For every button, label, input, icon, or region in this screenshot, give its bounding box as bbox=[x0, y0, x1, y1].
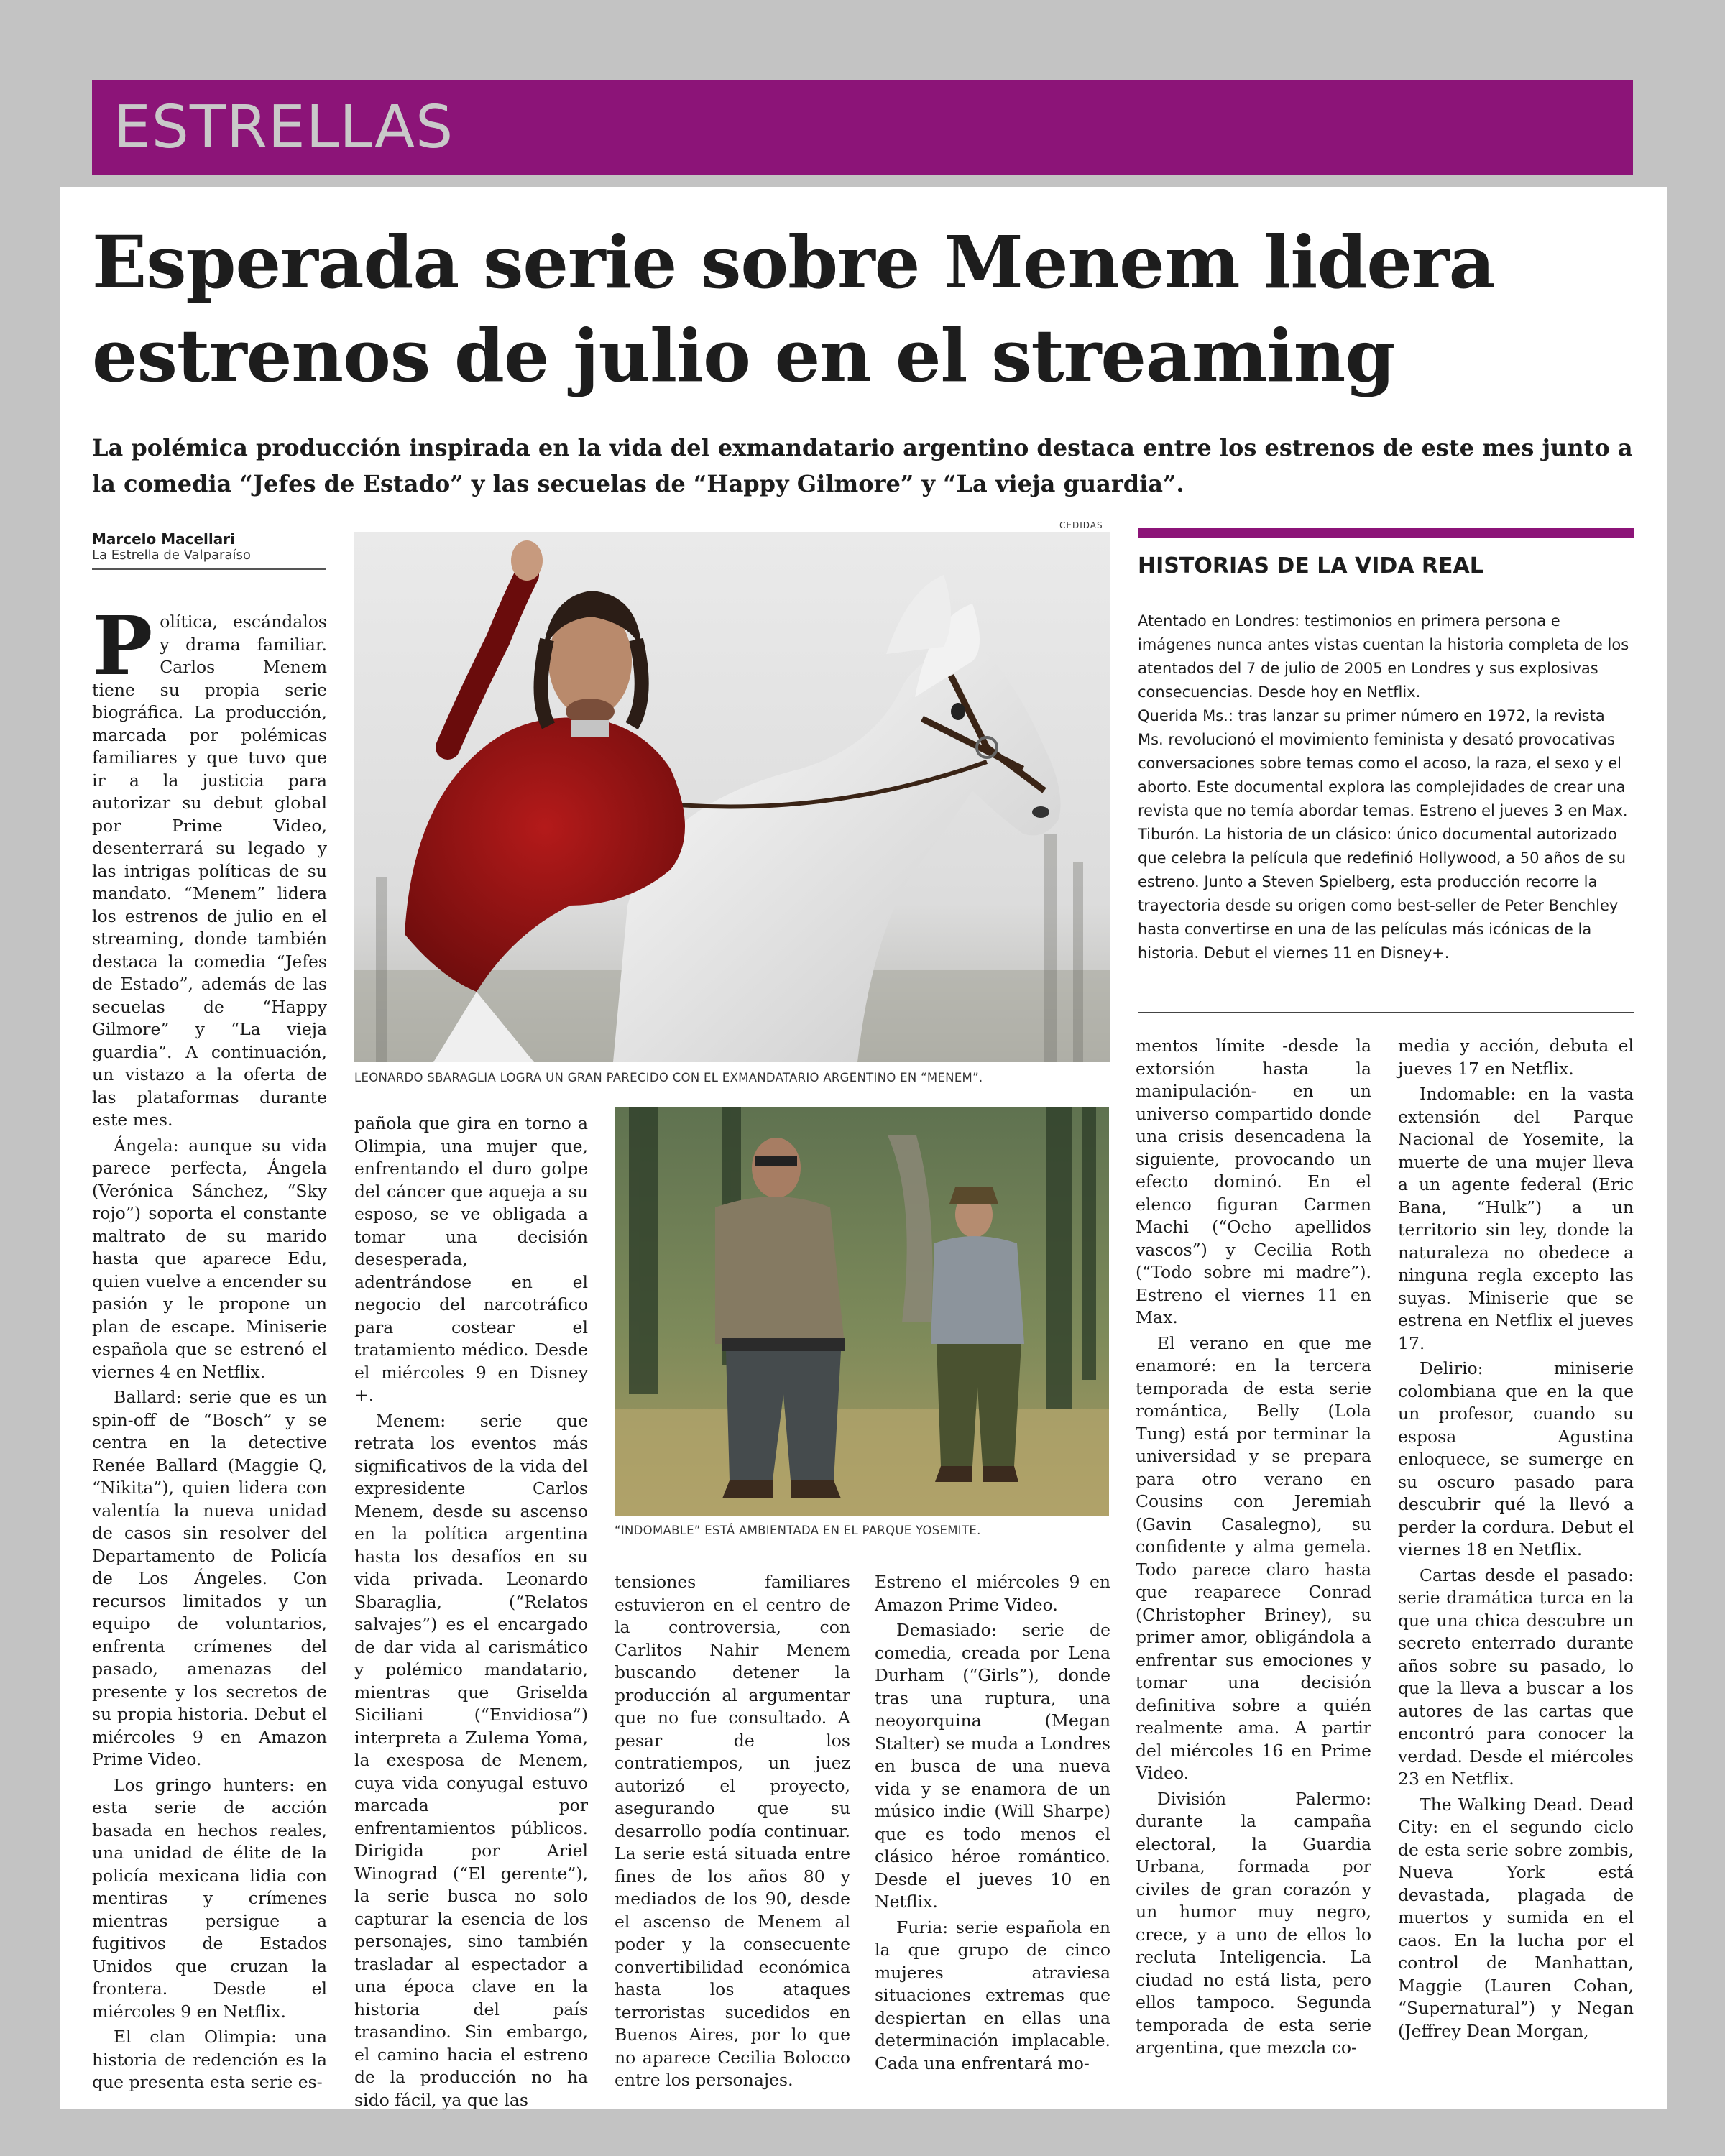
paragraph-menem-cont: tensiones familiares estuvieron en el centro de la controversia, con Carlitos Nahir Menem buscando detener la producción al argumentar que no fue consultado. A pesar de los contratiempos, un juez autorizó el proyecto, asegurando que su desarrollo podía continuar. La serie está situada entre fines de los años 80 y mediados de los 90, desde el ascenso de Menem al poder y la consecuente convertibilidad económica hasta los ataques terroristas sucedidos en Buenos Aires, por lo que no aparece Cecilia Bolocco entre los personajes. bbox=[615, 1572, 850, 2090]
sidebar-body bbox=[1138, 609, 1634, 965]
main-photo-caption: LEONARDO SBARAGLIA LOGRA UN GRAN PARECIDO CON EL EXMANDATARIO ARGENTINO EN “MENEM”. bbox=[354, 1071, 983, 1084]
paragraph-menem-estreno: Estreno el miércoles 9 en Amazon Prime Video. bbox=[875, 1572, 1110, 1615]
main-photo-illustration bbox=[354, 532, 1110, 1062]
paragraph-demasiado: Demasiado: serie de comedia, creada por Lena Durham (“Girls”), donde tras una ruptura, una neoyorquina (Megan Stalter) se muda a Londres en busca de una nueva vida y se enamora de un músico indie (Will Sharpe) que es todo menos el clásico héroe romántico. Desde el jueves 10 en Netflix. bbox=[875, 1620, 1110, 1912]
paragraph-delirio: Delirio: miniserie colombiana que en la que un profesor, cuando su esposa Agustina enloquece, se sumerge en su oscuro pasado para descubrir qué la llevó a perder la cordura. Debut el viernes 18 en Netflix. bbox=[1398, 1358, 1634, 1560]
section-label: ESTRELLAS bbox=[114, 93, 454, 162]
paragraph-furia-cont: mentos límite -desde la extorsión hasta la manipulación- en un universo compartido donde una crisis desencadena la siguiente, provocando un efecto dominó. En el elenco figuran Carmen Machi (“Ocho apellidos vascos”) y Cecilia Roth (“Todo sobre mi madre”). Estreno el viernes 11 en Max. bbox=[1136, 1036, 1371, 1327]
author-name: Marcelo Macellari bbox=[92, 530, 235, 548]
deck: La polémica producción inspirada en la vida del exmandatario argentino destaca entre los estrenos de este mes junto a la comedia “Jefes de Estado” y las secuelas de “Happy Gilmore” y “La vieja guardia”. bbox=[92, 434, 1633, 497]
paragraph-furia: Furia: serie española en la que grupo de cinco mujeres atraviesa situaciones extremas que despiertan en ellas una determinación implacable. Cada una enfrentará mo- bbox=[875, 1917, 1110, 2073]
author-outlet: La Estrella de Valparaíso bbox=[92, 548, 251, 563]
paragraph-lead bbox=[92, 599, 327, 1132]
byline bbox=[92, 530, 326, 570]
paragraph-division-palermo: División Palermo: durante la campaña electoral, la Guardia Urbana, formada por civiles de gran corazón y un humor muy negro, crece, y a uno de ellos lo recluta Inteligencia. La ciudad no está lista, pero ellos tampoco. Segunda temporada de esta serie argentina, que mezcla co- bbox=[1136, 1788, 1371, 2058]
sidebar-title: HISTORIAS DE LA VIDA REAL bbox=[1138, 553, 1484, 579]
paragraph-verano: El verano en que me enamoré: en la tercera temporada de esta serie romántica, Belly (Lola Tung) está por terminar la universidad y se prepara para otro verano en Cousins con Jeremiah (Gavin Casalegno), su confidente y alma gemela. Todo parece claro hasta que reaparece Conrad (Christopher Briney), su primer amor, obligándola a enfrentar sus emociones y tomar una decisión definitiva sobre a quién realmente ama. A partir del miércoles 16 en Prime Video. bbox=[1136, 1332, 1371, 1783]
lead-text: olítica, escándalos y drama familiar. Carlos Menem tiene su propia serie biográfica. La producción, marcada por polémicas familiares y que tuvo que ir a la justicia para autorizar su debut global por Prime Video, desenterrará su legado y las intrigas políticas de su mandato. “Menem” lidera los estrenos de julio en el streaming, donde también destaca la comedia “Jefes de Estado”, además de las secuelas de “Happy Gilmore” y “La vieja guardia”. A continuación, un vistazo a la oferta de las plataformas durante este mes. bbox=[92, 612, 327, 1130]
second-photo-illustration bbox=[615, 1107, 1109, 1516]
main-photo bbox=[354, 532, 1110, 1062]
paragraph-walking-dead: The Walking Dead. Dead City: en el segundo ciclo de esta serie sobre zombis, Nueva York está devastada, plagada de muertos y sumida en el caos. En la lucha por el control de Manhattan, Maggie (Lauren Cohan, “Supernatural”) y Negan (Jeffrey Dean Morgan, bbox=[1398, 1794, 1634, 2041]
body-column-1 bbox=[92, 599, 327, 2092]
sidebar-item-tiburon: Tiburón. La historia de un clásico: único documental autorizado que celebra la película que redefinió Hollywood, a 50 años de su estreno. Junto a Steven Spielberg, esta producción recorre la trayectoria desde su origen como best-seller de Peter Benchley hasta convertirse en una de las películas más icónicas de la historia. Debut el viernes 11 en Disney+. bbox=[1138, 826, 1627, 962]
paragraph-menem: Menem: serie que retrata los eventos más significativos de la vida del expresidente Carlos Menem, desde su ascenso en la política argentina hasta los desafíos en su vida privada. Leonardo Sbaraglia, (“Relatos salvajes”) es el encargado de dar vida al carismático y polémico mandatario, mientras que Griselda Siciliani (“Envidiosa”) interpreta a Zulema Yoma, la exesposa de Menem, cuya vida conyugal estuvo marcada por enfrentamientos públicos. Dirigida por Ariel Winograd (“El gerente”), la serie busca no solo capturar la esencia de los personajes, sino también trasladar al espectador a una época clave en la historia del país trasandino. Sin embargo, el camino hacia el estreno de la producción no ha sido fácil, ya que las bbox=[354, 1410, 588, 2110]
body-column-3 bbox=[615, 1571, 850, 2091]
paragraph-angela: Ángela: aunque su vida parece perfecta, Ángela (Verónica Sánchez, “Sky rojo”) soporta el constante maltrato de su marido hasta que aparece Edu, quien vuelve a encender su pasión y le propone un plan de escape. Miniserie española que se estrenó el viernes 4 en Netflix. bbox=[92, 1135, 327, 1382]
sidebar-item-querida-ms: Querida Ms.: tras lanzar su primer número en 1972, la revista Ms. revolucionó el movimiento feminista y desató provocativas conversaciones sobre temas como el acoso, la raza, el sexo y el aborto. Este documental explora las complejidades de crear una revista que no temía abordar temas. Estreno el jueves 3 en Max. bbox=[1138, 707, 1628, 819]
paragraph-indomable: Indomable: en la vasta extensión del Parque Nacional de Yosemite, la muerte de una mujer lleva a un agente federal (Eric Bana, “Hulk”) a un territorio sin ley, donde la naturaleza no obedece a ninguna regla excepto las suyas. Miniserie que se estrena en Netflix el jueves 17. bbox=[1398, 1084, 1634, 1353]
second-photo bbox=[615, 1107, 1109, 1516]
sidebar-divider bbox=[1138, 1012, 1634, 1013]
paragraph-clan-olimpia: El clan Olimpia: una historia de redención es la que presenta esta serie es- bbox=[92, 2027, 327, 2092]
paragraph-clan-olimpia-cont: pañola que gira en torno a Olimpia, una mujer que, enfrentando el duro golpe del cáncer que aqueja a su esposo, se ve obligada a tomar una decisión desesperada, adentrándose en el negocio del narcotráfico para costear el tratamiento médico. Desde el miércoles 9 en Disney +. bbox=[354, 1113, 588, 1405]
photo-credit: CEDIDAS bbox=[1059, 520, 1103, 530]
sidebar-item-atentado: Atentado en Londres: testimonios en primera persona e imágenes nunca antes vistas cuentan la historia completa de los atentados del 7 de julio de 2005 en Londres y sus explosivas consecuencias. Desde hoy en Netflix. bbox=[1138, 612, 1629, 701]
second-photo-caption: “INDOMABLE” ESTÁ AMBIENTADA EN EL PARQUE YOSEMITE. bbox=[615, 1524, 981, 1537]
paragraph-gringo-hunters: Los gringo hunters: en esta serie de acción basada en hechos reales, una unidad de élite de la policía mexicana lidia con mentiras y crímenes mientras persigue a fugitivos de Estados Unidos que cruzan la frontera. Desde el miércoles 9 en Netflix. bbox=[92, 1774, 327, 2022]
paragraph-division-palermo-cont: media y acción, debuta el jueves 17 en Netflix. bbox=[1398, 1036, 1634, 1079]
sidebar-rule bbox=[1138, 528, 1634, 538]
body-column-2 bbox=[354, 1112, 588, 2110]
section-banner bbox=[92, 80, 1633, 175]
headline: Esperada serie sobre Menem lidera estrenos de julio en el streaming bbox=[92, 220, 1495, 398]
body-column-6 bbox=[1398, 1035, 1634, 2091]
paragraph-ballard: Ballard: serie que es un spin-off de “Bosch” y se centra en la detective Renée Ballard (Maggie Q, “Nikita”), quien lidera con valentía la nueva unidad de casos sin resolver del Departamento de Policía de Los Ángeles. Con recursos limitados y un equipo de voluntarios, enfrenta crímenes del pasado, amenazas del presente y los secretos de su propia historia. Debut el miércoles 9 en Amazon Prime Video. bbox=[92, 1387, 327, 1769]
body-column-4 bbox=[875, 1571, 1110, 2091]
paragraph-cartas: Cartas desde el pasado: serie dramática turca en la que una chica descubre un secreto enterrado durante años sobre su pasado, lo que la lleva a buscar a los autores de las cartas que encontró para conocer la verdad. Desde el miércoles 23 en Netflix. bbox=[1398, 1565, 1634, 1789]
drop-cap: P bbox=[92, 599, 153, 694]
body-column-5 bbox=[1136, 1035, 1371, 2091]
